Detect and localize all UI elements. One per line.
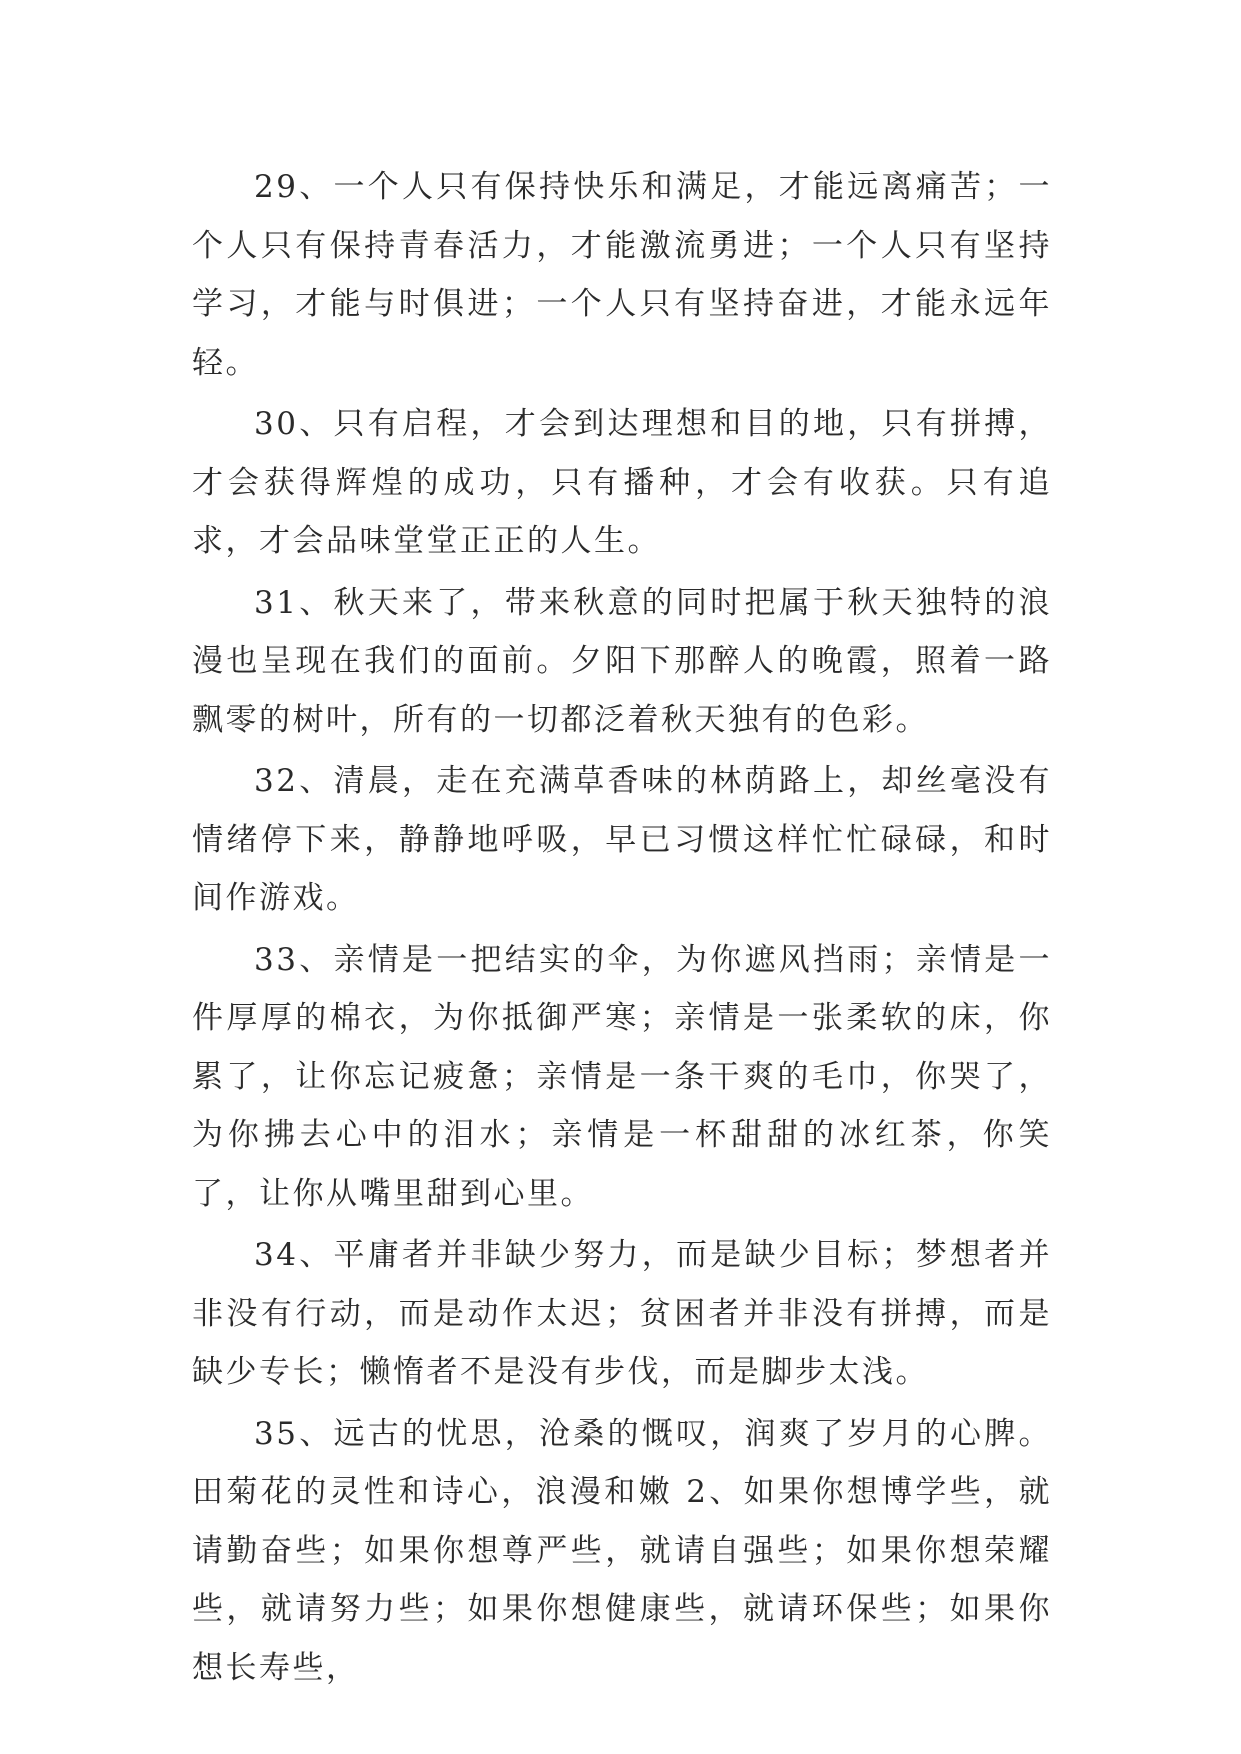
paragraph-31: 31、秋天来了，带来秋意的同时把属于秋天独特的浪漫也呈现在我们的面前。夕阳下那醉人的晚霞，照着一路飘零的树叶，所有的一切都泛着秋天独有的色彩。 [192, 584, 1052, 738]
paragraph-29: 29、一个人只有保持快乐和满足，才能远离痛苦；一个人只有保持青春活力，才能激流勇进；一个人只有坚持学习，才能与时俱进；一个人只有坚持奋进，才能永远年轻。 [192, 169, 1052, 381]
paragraph-35: 35、远古的忧思，沧桑的慨叹，润爽了岁月的心脾。田菊花的灵性和诗心，浪漫和嫩 2、如果你想博学些，就请勤奋些；如果你想尊严些，就请自强些；如果你想荣耀些，就请努力些；如果你想健康些，就请环保些；如果你想长寿些， [192, 1415, 1052, 1686]
paragraph-34: 34、平庸者并非缺少努力，而是缺少目标；梦想者并非没有行动，而是动作太迟；贫困者并非没有拼搏，而是缺少专长；懒惰者不是没有步伐，而是脚步太浅。 [192, 1237, 1052, 1390]
paragraph-33: 33、亲情是一把结实的伞，为你遮风挡雨；亲情是一件厚厚的棉衣，为你抵御严寒；亲情是一张柔软的床，你累了，让你忘记疲惫；亲情是一条干爽的毛巾，你哭了，为你拂去心中的泪水；亲情是一杯甜甜的冰红茶，你笑了，让你从嘴里甜到心里。 [192, 941, 1052, 1212]
paragraph-32: 32、清晨，走在充满草香味的林荫路上，却丝毫没有情绪停下来，静静地呼吸，早已习惯这样忙忙碌碌，和时间作游戏。 [192, 763, 1052, 916]
document-body [192, 158, 1052, 1700]
paragraph-30: 30、只有启程，才会到达理想和目的地，只有拼搏，才会获得辉煌的成功，只有播种，才会有收获。只有追求，才会品味堂堂正正的人生。 [192, 406, 1052, 559]
